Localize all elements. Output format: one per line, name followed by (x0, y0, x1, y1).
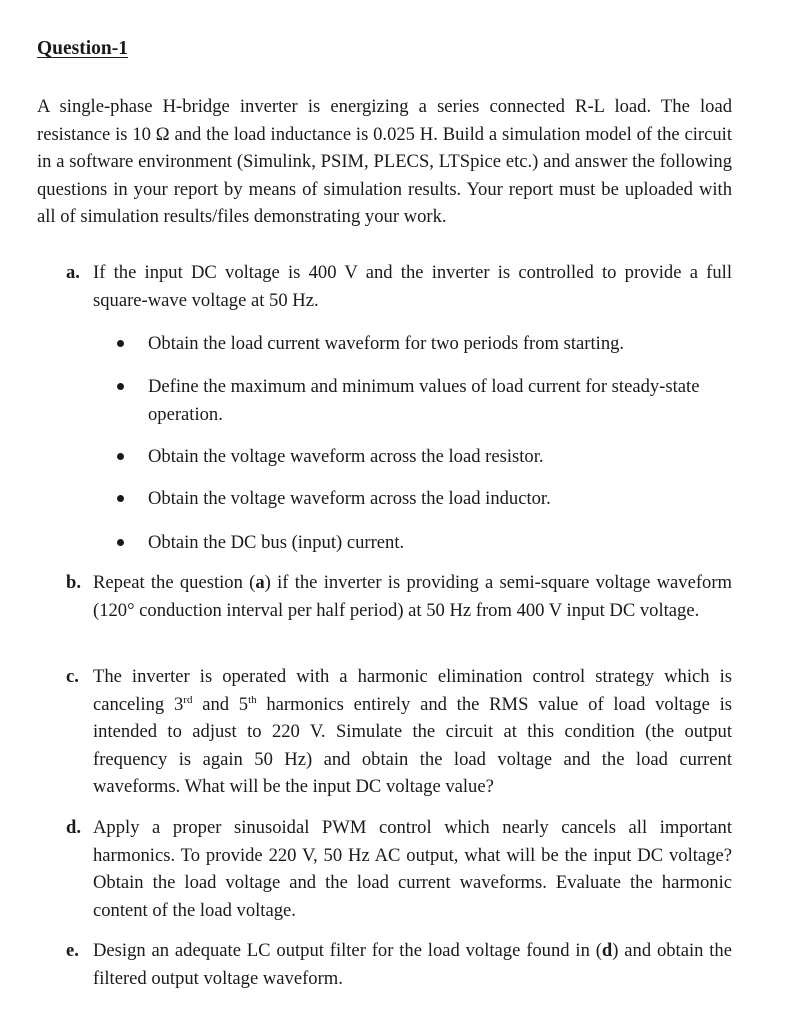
bullet-dot-icon (117, 383, 124, 390)
bullet-text: Obtain the voltage waveform across the load inductor. (148, 488, 551, 509)
item-label-e: e. (66, 940, 79, 961)
question-item-c (66, 663, 732, 801)
bullet-text: Define the maximum and minimum values of load current for steady-state operation. (148, 376, 700, 425)
bullet-dot-icon (117, 340, 124, 347)
bullet-dot-icon (117, 495, 124, 502)
item-label-c: c. (66, 666, 79, 687)
question-title: Question-1 (37, 38, 129, 59)
item-label-d: d. (66, 817, 81, 838)
bullet-item (117, 373, 732, 428)
bullet-dot-icon (117, 539, 124, 546)
bullet-text: Obtain the load current waveform for two periods from starting. (148, 333, 625, 354)
ref-d: d (601, 940, 613, 961)
bullet-text: Obtain the voltage waveform across the load resistor. (148, 446, 544, 467)
question-item-a (66, 259, 732, 314)
bullet-text: Obtain the DC bus (input) current. (148, 532, 405, 553)
item-label-b: b. (66, 572, 81, 593)
question-item-b (66, 569, 732, 624)
item-text-a: If the input DC voltage is 400 V and the inverter is controlled to provide a full square-wave voltage at 50 Hz. (93, 262, 732, 311)
question-item-e (66, 937, 732, 992)
intro-paragraph: A single-phase H-bridge inverter is energizing a series connected R-L load. The load resistance is 10 Ω and the load inductance is 0.025 H. Build a simulation model of the circuit in a software environment (Simulink, PSIM, PLECS, LTSpice etc.) and answer the following questions in your report by means of simulation results. Your report must be uploaded with all of simulation results/files demonstrating your work. (37, 96, 732, 228)
ref-a: a (255, 572, 265, 593)
item-text-d: Apply a proper sinusoidal PWM control which nearly cancels all important harmonics. To provide 220 V, 50 Hz AC output, what will be the input DC voltage? Obtain the load voltage and the load current waveforms. Evaluate the harmonic content of the load voltage. (93, 817, 732, 921)
bullet-item (117, 485, 732, 513)
bullet-dot-icon (117, 453, 124, 460)
question-item-d (66, 814, 732, 924)
bullet-item (117, 443, 732, 471)
item-text-b: Repeat the question (a) if the inverter is providing a semi-square voltage waveform (120° conduction interval per half period) at 50 Hz from 400 V input DC voltage. (93, 572, 732, 621)
bullet-item (117, 330, 732, 358)
item-label-a: a. (66, 262, 80, 283)
bullet-item (117, 529, 732, 557)
item-text-e: Design an adequate LC output filter for the load voltage found in (d) and obtain the filtered output voltage waveform. (93, 940, 732, 989)
item-text-c: The inverter is operated with a harmonic elimination control strategy which is canceling 3rd and 5th harmonics entirely and the RMS value of load voltage is intended to adjust to 220 V. Simulate the circuit at this condition (the output frequency is again 50 Hz) and obtain the load voltage and the load current waveforms. What will be the input DC voltage value? (93, 666, 732, 798)
